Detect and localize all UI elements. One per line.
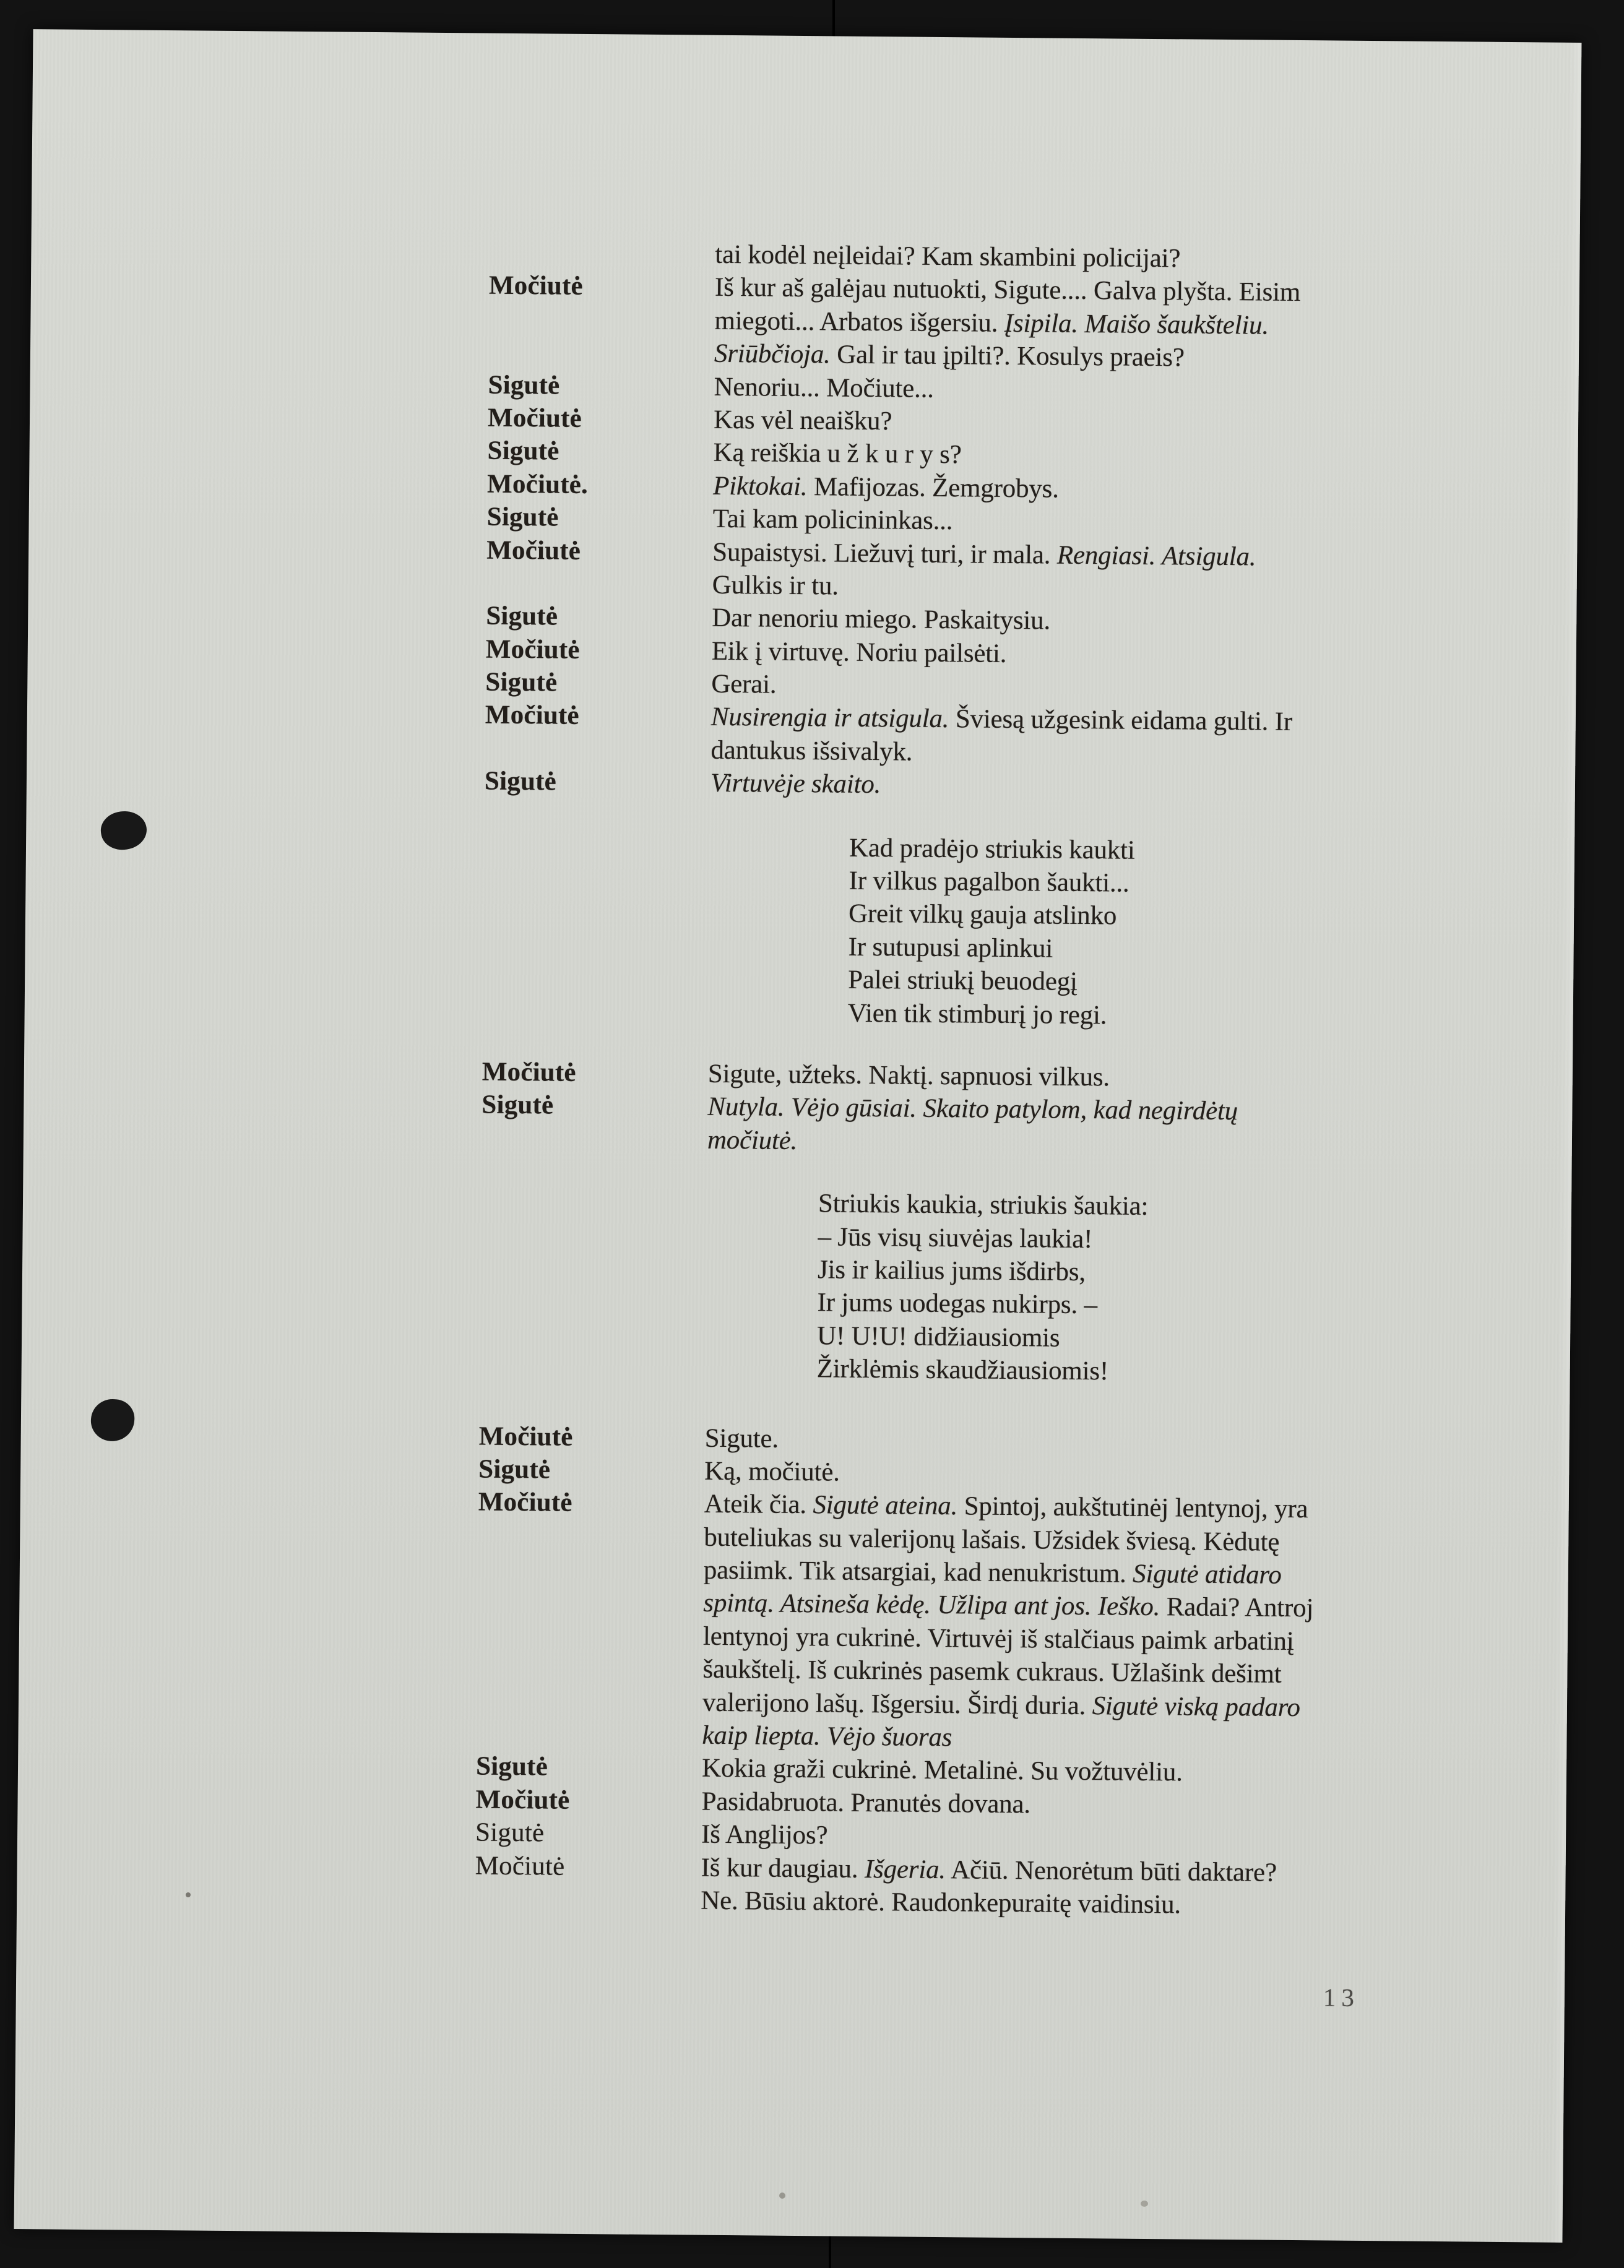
dialogue-text xyxy=(712,535,1256,573)
dialogue-text xyxy=(703,1587,1313,1625)
dialogue-text xyxy=(704,1520,1279,1559)
ink-speck xyxy=(186,1892,191,1897)
speech-text: Iš Anglijos? xyxy=(701,1819,828,1850)
dialogue-text xyxy=(712,634,1007,670)
speaker-label: Sigutė xyxy=(478,1454,551,1485)
speaker-label: Sigutė xyxy=(486,601,558,631)
dialogue-block xyxy=(27,232,1580,807)
speaker-label: Močiutė xyxy=(485,701,579,731)
speech-text: Eik į virtuvę. Noriu pailsėti. xyxy=(711,636,1007,668)
dialogue-text xyxy=(704,1488,1308,1526)
speech-text: Kas vėl neaišku? xyxy=(713,405,892,436)
verse-line: Striukis kaukia, striukis šaukia: xyxy=(818,1189,1149,1222)
speech-text: Gulkis ir tu. xyxy=(712,570,839,601)
dialogue-text xyxy=(714,304,1269,342)
dialogue-text xyxy=(708,1058,1110,1094)
speech-text: pasiimk. Tik atsargiai, kad nenukristum. xyxy=(703,1555,1133,1589)
speaker-label: Močiutė xyxy=(487,403,582,433)
dialogue-text xyxy=(702,1752,1183,1789)
speech-text: Iš kur daugiau. xyxy=(701,1853,865,1884)
dialogue-text xyxy=(714,337,1185,374)
verse-line: Ir vilkus pagalbon šaukti... xyxy=(849,866,1129,898)
dialogue-text xyxy=(707,1123,798,1157)
speaker-label: Sigutė xyxy=(475,1751,548,1782)
dialogue-text xyxy=(711,668,777,701)
speech-text: Šviesą užgesink eidama gulti. Ir xyxy=(949,704,1293,737)
stage-direction: močiutė. xyxy=(707,1125,798,1155)
speech-text: Gal ir tau įpilti?. Kosulys praeis? xyxy=(830,340,1185,373)
stage-direction: Virtuvėje skaito. xyxy=(710,768,881,800)
speech-text: Pasidabruota. Pranutės dovana. xyxy=(701,1787,1031,1819)
dialogue-block xyxy=(17,1416,1570,1925)
speech-text: Iš kur aš galėjau nutuokti, Sigute.... Galva plyšta. Eisim xyxy=(714,273,1301,308)
dialogue-text xyxy=(701,1851,1277,1889)
verse-line: Vien tik stimburį jo regi. xyxy=(847,998,1107,1030)
verse-line: Ir sutupusi aplinkui xyxy=(848,932,1053,964)
stage-direction: spintą. Atsineša kėdę. Užlipa ant jos. Ieško. xyxy=(703,1589,1160,1622)
verse-line: – Jūs visų siuvėjas laukia! xyxy=(818,1222,1093,1254)
speaker-label: Močiutė xyxy=(478,1487,572,1518)
dialogue-text xyxy=(715,238,1180,275)
dialogue-text xyxy=(714,403,892,438)
dialogue-text xyxy=(701,1785,1030,1821)
speech-text: valerijono lašų. Išgersiu. Širdį duria. xyxy=(702,1688,1092,1720)
speech-text: miegoti... Arbatos išgersiu. xyxy=(714,306,1005,338)
verse-line: Palei striukį beuodegį xyxy=(847,965,1078,997)
speech-text: Ką, močiutė. xyxy=(704,1456,840,1487)
speech-text: šaukštelį. Iš cukrinės pasemk cukraus. Užlašink dešimt xyxy=(702,1654,1282,1689)
speaker-label: Močiutė xyxy=(485,634,580,665)
stage-direction: Sigutė viską padaro xyxy=(1092,1691,1301,1722)
dialogue-text xyxy=(703,1620,1294,1658)
dialogue-text xyxy=(711,701,1293,739)
verse-block xyxy=(22,1180,1572,1392)
speech-text: Dar nenoriu miego. Paskaitysiu. xyxy=(712,603,1051,636)
speaker-label: Sigutė xyxy=(482,1090,554,1120)
speech-text: dantukus išsivalyk. xyxy=(710,735,913,767)
dialogue-text xyxy=(704,1455,840,1489)
verse-line: Greit vilkų gauja atslinko xyxy=(848,899,1117,931)
speech-text: Sigute, užteks. Naktį. sapnuosi vilkus. xyxy=(707,1059,1110,1092)
dialogue-text xyxy=(704,1554,1282,1592)
document-page xyxy=(14,29,1582,2243)
speech-text: Ne. Būsiu aktorė. Raudonkepuraitę vaidinsiu. xyxy=(701,1886,1181,1920)
speech-text: tai kodėl neįleidai? Kam skambini policijai? xyxy=(715,239,1181,274)
speech-text: Sigute. xyxy=(704,1423,779,1454)
stage-direction: kaip liepta. Vėjo šuoras xyxy=(702,1720,952,1753)
speech-text: Ateik čia. xyxy=(704,1489,813,1520)
verse-line: U! U!U! didžiausiomis xyxy=(816,1321,1060,1353)
speech-text: Ačiū. Nenorėtum būti daktare? xyxy=(945,1855,1277,1887)
speaker-label: Sigutė xyxy=(486,502,559,532)
stage-direction: Sigutė ateina. xyxy=(813,1490,958,1521)
speaker-label: Sigutė xyxy=(487,436,559,466)
speaker-label: Močiutė xyxy=(478,1421,573,1452)
dialogue-text xyxy=(710,734,912,769)
dialogue-text xyxy=(701,1818,828,1852)
dialogue-text xyxy=(712,601,1050,637)
verse-line: Kad pradėjo striukis kaukti xyxy=(849,833,1135,865)
ink-speck xyxy=(779,2193,785,2199)
speech-text: Kokia graži cukrinė. Metalinė. Su vožtuvėliu. xyxy=(701,1754,1183,1787)
ink-speck xyxy=(1141,2201,1148,2207)
speaker-label: Močiutė. xyxy=(486,469,589,499)
stage-direction: Piktokai. xyxy=(712,471,808,501)
dialogue-text xyxy=(702,1653,1281,1691)
stage-direction: Nusirengia ir atsigula. xyxy=(710,702,949,734)
speech-text: Tai kam policininkas... xyxy=(712,504,953,536)
verse-block xyxy=(25,824,1575,1036)
dialogue-text xyxy=(715,271,1301,309)
speaker-label: Močiutė xyxy=(486,535,581,566)
dialogue-text xyxy=(713,470,1059,506)
dialogue-text xyxy=(702,1719,952,1754)
speech-text: Radai? Antroj xyxy=(1160,1592,1314,1623)
speech-text: Nenoriu... Močiute... xyxy=(714,372,935,403)
speaker-label: Sigutė xyxy=(488,370,560,400)
script-content xyxy=(17,232,1580,1925)
speech-text: Ką reiškia u ž k u r y s? xyxy=(713,438,962,470)
speaker-label: Sigutė xyxy=(475,1817,545,1848)
stage-direction: Sigutė atidaro xyxy=(1132,1559,1282,1590)
page-number: 13 xyxy=(1323,1983,1360,2012)
speech-text: lentynoj yra cukrinė. Virtuvėj iš stalčiaus paimk arbatinį xyxy=(702,1621,1294,1656)
speaker-label: Močiutė xyxy=(488,270,584,301)
stage-direction: Išgeria. xyxy=(864,1854,946,1884)
verse-line: Jis ir kailius jums išdirbs, xyxy=(817,1255,1086,1287)
speech-text: buteliukas su valerijonų lašais. Užsidek šviesą. Kėdutę xyxy=(704,1522,1280,1557)
dialogue-text xyxy=(712,569,839,603)
speaker-label: Močiutė xyxy=(482,1057,576,1087)
speaker-label: Sigutė xyxy=(485,667,558,697)
speech-text: Spintoj, aukštutinėj lentynoj, yra xyxy=(957,1491,1308,1524)
speech-text: Mafijozas. Žemgrobys. xyxy=(807,472,1059,504)
dialogue-block xyxy=(24,1051,1573,1164)
verse-line: Žirklėmis skaudžiausiomis! xyxy=(816,1354,1109,1386)
dialogue-text xyxy=(702,1686,1300,1724)
verse-line: Ir jums uodegas nukirps. – xyxy=(817,1288,1098,1320)
speech-text: Supaistysi. Liežuvį turi, ir mala. xyxy=(712,537,1058,570)
dialogue-text xyxy=(712,502,952,538)
speaker-label: Sigutė xyxy=(484,766,557,796)
dialogue-text xyxy=(707,1090,1238,1128)
dialogue-text xyxy=(713,436,961,472)
dialogue-text xyxy=(710,767,881,801)
dialogue-text xyxy=(704,1421,779,1455)
stage-direction: Sriūbčioja. xyxy=(714,338,831,369)
stage-direction: Rengiasi. Atsigula. xyxy=(1056,540,1256,571)
stage-direction: Įsipila. Maišo šaukšteliu. xyxy=(1004,308,1269,340)
speaker-label: Močiutė xyxy=(475,1785,570,1815)
dialogue-text xyxy=(714,370,934,405)
speech-text: Gerai. xyxy=(711,669,777,699)
stage-direction: Nutyla. Vėjo gūsiai. Skaito patylom, kad negirdėtų xyxy=(707,1092,1238,1126)
speaker-label: Močiutė xyxy=(475,1851,565,1881)
dialogue-text xyxy=(701,1884,1181,1921)
